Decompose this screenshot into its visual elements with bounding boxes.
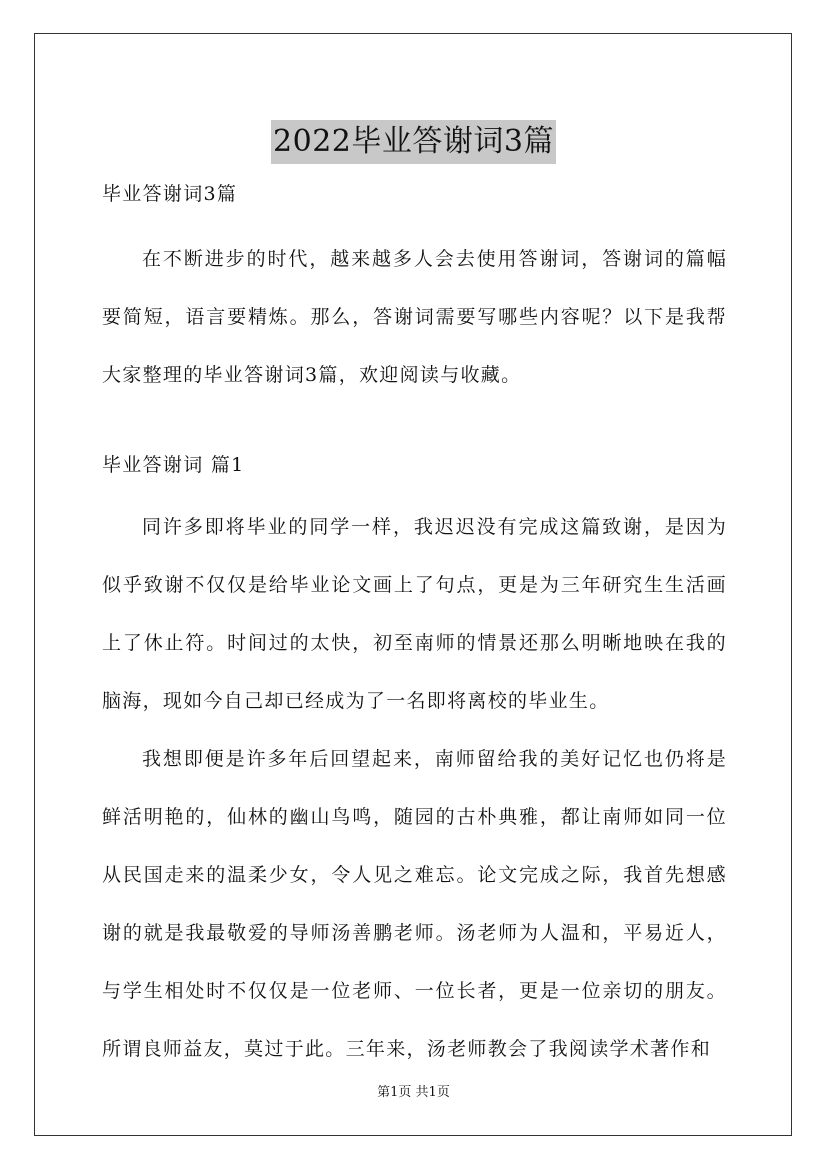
body-paragraph-1: 同许多即将毕业的同学一样，我迟迟没有完成这篇致谢，是因为似乎致谢不仅仅是给毕业论文画上了句点，更是为三年研究生生活画上了休止符。时间过的太快，初至南师的情景还那么明晰地映在我的脑海，现如今自己却已经成为了一名即将离校的毕业生。 — [102, 516, 727, 712]
document-title: 2022毕业答谢词3篇 — [271, 120, 556, 164]
page-number-footer: 第1页 共1页 — [377, 1085, 450, 1100]
body-paragraph-2: 我想即便是许多年后回望起来，南师留给我的美好记忆也仍将是鲜活明艳的，仙林的幽山鸟鸣，随园的古朴典雅，都让南师如同一位从民国走来的温柔少女，令人见之难忘。论文完成之际，我首先想感谢的就是我最敬爱的导师汤善鹏老师。汤老师为人温和，平易近人，与学生相处时不仅仅是一位老师、一位长者，更是一位亲切的朋友。所谓良师益友，莫过于此。三年来，汤老师教会了我阅读学术著作和 — [102, 748, 727, 1060]
section-heading: 毕业答谢词 篇1 — [102, 454, 245, 476]
document-subtitle: 毕业答谢词3篇 — [102, 183, 238, 205]
intro-paragraph: 在不断进步的时代，越来越多人会去使用答谢词，答谢词的篇幅要简短，语言要精炼。那么，答谢词需要写哪些内容呢？以下是我帮大家整理的毕业答谢词3篇，欢迎阅读与收藏。 — [102, 248, 727, 386]
body-paragraphs — [102, 498, 727, 1078]
title-container — [0, 100, 827, 184]
